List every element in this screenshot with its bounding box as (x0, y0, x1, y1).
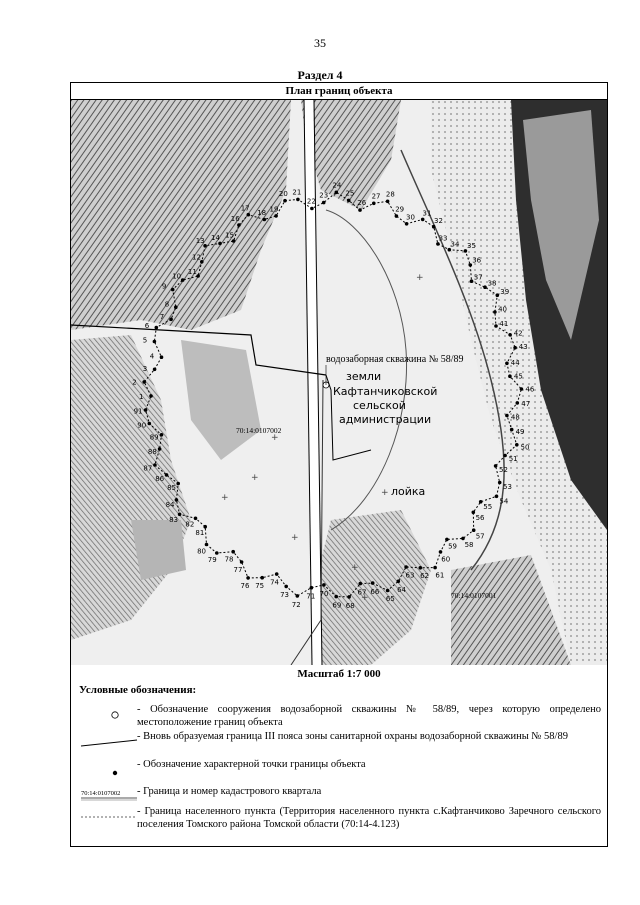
boundary-point-27 (372, 202, 376, 206)
boundary-point-label-68: 68 (345, 601, 355, 610)
legend-text-point: - Обозначение характерной точки границы объекта (137, 759, 366, 770)
boundary-point-52 (494, 464, 498, 468)
boundary-point-label-12: 12 (192, 253, 201, 262)
boundary-point-label-43: 43 (518, 342, 528, 351)
boundary-point-69 (334, 595, 338, 599)
boundary-point-45 (508, 374, 512, 378)
well-label: водозаборная скважина № 58/89 (326, 354, 464, 365)
boundary-point-label-5: 5 (142, 336, 148, 345)
boundary-point-label-14: 14 (211, 234, 220, 243)
boundary-point-31 (421, 218, 425, 222)
boundary-point-83 (178, 513, 182, 517)
boundary-point-6 (155, 326, 159, 330)
boundary-point-label-24: 24 (332, 181, 342, 190)
boundary-point-label-25: 25 (345, 189, 355, 198)
boundary-point-label-86: 86 (155, 475, 165, 484)
boundary-point-label-90: 90 (137, 421, 147, 430)
boundary-point-label-79: 79 (207, 556, 217, 565)
boundary-point-18 (263, 218, 267, 222)
boundary-point-label-48: 48 (510, 413, 520, 422)
boundary-point-label-82: 82 (185, 520, 195, 529)
boundary-plan-map (71, 100, 607, 665)
admin-label-line-1: земли (346, 370, 382, 383)
boundary-point-21 (296, 198, 300, 202)
boundary-point-87 (153, 463, 157, 467)
boundary-point-label-38: 38 (487, 279, 497, 288)
boundary-point-label-52: 52 (499, 465, 508, 474)
svg-text:+: + (291, 533, 299, 543)
boundary-point-label-73: 73 (280, 591, 290, 600)
boundary-point-20 (283, 199, 287, 203)
svg-text:+: + (221, 493, 229, 503)
svg-text:+: + (361, 593, 369, 603)
legend-title: Условные обозначения: (79, 684, 197, 696)
boundary-point-label-1: 1 (139, 393, 144, 401)
boundary-point-78 (231, 550, 235, 554)
boundary-point-66 (371, 581, 375, 585)
boundary-point-label-13: 13 (195, 236, 205, 245)
boundary-point-label-74: 74 (270, 578, 280, 587)
svg-text:+: + (416, 273, 424, 283)
boundary-point-label-49: 49 (515, 427, 525, 436)
boundary-point-label-76: 76 (240, 582, 250, 590)
document-frame (70, 82, 608, 847)
boundary-point-label-31: 31 (422, 209, 432, 218)
boundary-point-label-40: 40 (498, 305, 508, 314)
boundary-point-53 (498, 481, 502, 485)
boundary-point-label-77: 77 (233, 565, 243, 574)
boundary-point-label-17: 17 (240, 204, 250, 213)
boundary-point-76 (246, 576, 250, 580)
boundary-point-49 (510, 428, 514, 432)
boundary-point-label-29: 29 (395, 205, 405, 214)
svg-text:+: + (381, 488, 389, 498)
boundary-point-84 (175, 498, 179, 502)
boundary-point-44 (505, 362, 509, 366)
boundary-point-label-66: 66 (370, 587, 380, 596)
boundary-point-label-59: 59 (448, 542, 458, 551)
boundary-point-10 (181, 278, 185, 282)
boundary-point-label-78: 78 (224, 555, 234, 564)
boundary-point-label-16: 16 (230, 215, 240, 224)
boundary-point-label-70: 70 (319, 589, 329, 598)
boundary-point-55 (479, 500, 483, 504)
map-scale: Масштаб 1:7 000 (297, 668, 381, 680)
boundary-point-2 (142, 380, 146, 384)
boundary-point-23 (322, 201, 326, 205)
boundary-point-label-62: 62 (420, 571, 430, 580)
boundary-point-88 (158, 447, 162, 451)
boundary-point-22 (310, 207, 314, 211)
boundary-point-65 (386, 589, 390, 593)
boundary-point-42 (508, 333, 512, 337)
boundary-point-32 (432, 225, 436, 229)
boundary-point-79 (215, 551, 219, 555)
boundary-point-label-2: 2 (132, 378, 137, 387)
boundary-point-label-47: 47 (521, 400, 531, 409)
boundary-point-label-54: 54 (499, 497, 509, 506)
boundary-point-37 (470, 279, 474, 283)
boundary-point-3 (153, 368, 157, 372)
boundary-point-label-91: 91 (133, 407, 143, 416)
boundary-point-40 (493, 310, 497, 314)
table-header: План границ объекта (71, 83, 607, 100)
boundary-point-70 (322, 583, 326, 587)
boundary-point-label-55: 55 (483, 503, 493, 512)
boundary-point-8 (174, 305, 178, 309)
boundary-point-label-8: 8 (164, 300, 170, 309)
boundary-point-label-87: 87 (143, 464, 153, 473)
boundary-point-90 (148, 422, 152, 426)
boundary-point-label-3: 3 (142, 365, 148, 374)
boundary-point-label-33: 33 (438, 234, 448, 243)
boundary-point-30 (405, 222, 409, 226)
boundary-point-86 (165, 473, 169, 477)
boundary-point-label-71: 71 (306, 592, 316, 601)
circle-outline-icon (79, 707, 139, 723)
boundary-point-19 (274, 214, 278, 218)
boundary-point-56 (472, 511, 476, 515)
boundary-point-label-26: 26 (357, 199, 367, 208)
boundary-point-label-6: 6 (144, 321, 150, 330)
boundary-point-91 (144, 408, 148, 412)
boundary-point-label-58: 58 (464, 541, 474, 550)
boundary-point-label-23: 23 (319, 191, 329, 200)
boundary-point-77 (240, 560, 244, 564)
boundary-point-label-65: 65 (385, 595, 395, 604)
boundary-point-label-50: 50 (520, 443, 530, 452)
boundary-point-67 (359, 582, 363, 586)
boundary-point-33 (436, 242, 440, 246)
boundary-point-4 (160, 355, 164, 359)
boundary-point-label-9: 9 (161, 282, 167, 291)
boundary-point-1 (149, 394, 153, 398)
boundary-point-label-32: 32 (434, 216, 443, 225)
boundary-point-label-85: 85 (167, 484, 177, 493)
boundary-point-label-20: 20 (278, 189, 288, 198)
page-number: 35 (314, 36, 326, 50)
boundary-point-label-10: 10 (172, 272, 182, 281)
boundary-point-label-41: 41 (499, 320, 509, 328)
boundary-point-label-34: 34 (450, 240, 460, 249)
boundary-point-9 (171, 288, 175, 292)
cadastral-label-left: 70:14:0107002 (236, 426, 282, 435)
boundary-point-label-15: 15 (225, 231, 235, 240)
boundary-point-label-37: 37 (473, 273, 483, 282)
boundary-point-85 (176, 482, 180, 486)
boundary-point-68 (347, 595, 351, 599)
boundary-point-39 (496, 293, 500, 297)
boundary-point-label-89: 89 (149, 433, 159, 442)
lowland-label: лойка (391, 485, 426, 498)
boundary-point-11 (196, 274, 200, 278)
boundary-point-label-61: 61 (435, 571, 445, 580)
admin-label-line-2: Кафтанчиковской (333, 385, 438, 398)
boundary-point-25 (347, 199, 351, 203)
boundary-point-label-81: 81 (195, 529, 205, 538)
boundary-point-label-83: 83 (169, 516, 179, 524)
boundary-point-15 (232, 239, 236, 243)
boundary-point-label-11: 11 (187, 267, 197, 276)
boundary-point-label-27: 27 (371, 192, 381, 201)
boundary-point-43 (513, 346, 517, 350)
boundary-point-label-28: 28 (385, 190, 395, 199)
boundary-point-57 (472, 528, 476, 532)
boundary-point-62 (419, 566, 423, 570)
boundary-point-63 (404, 565, 408, 569)
boundary-point-75 (260, 576, 264, 580)
boundary-point-58 (461, 537, 465, 541)
boundary-point-label-88: 88 (147, 448, 157, 457)
boundary-point-61 (433, 566, 437, 570)
boundary-point-label-80: 80 (197, 547, 207, 556)
boundary-point-46 (520, 387, 524, 391)
legend-text-well: - Обозначение сооружения водозаборной скважины № 58/89, через которую определено местоположение границ объекта (137, 704, 601, 728)
boundary-point-label-84: 84 (165, 501, 175, 510)
boundary-point-label-69: 69 (332, 601, 342, 610)
admin-label-line-3: сельской (353, 399, 406, 412)
boundary-point-label-35: 35 (467, 242, 476, 251)
boundary-point-38 (483, 285, 487, 289)
boundary-point-label-56: 56 (475, 514, 485, 523)
boundary-point-label-21: 21 (292, 188, 302, 197)
boundary-point-54 (495, 495, 499, 499)
boundary-point-label-22: 22 (306, 197, 316, 206)
boundary-point-50 (515, 443, 519, 447)
boundary-point-label-18: 18 (257, 209, 267, 218)
solid-line-icon (79, 735, 139, 751)
boundary-point-label-75: 75 (255, 582, 265, 591)
boundary-point-label-7: 7 (159, 313, 165, 322)
boundary-point-label-36: 36 (472, 256, 482, 265)
boundary-point-label-63: 63 (405, 571, 415, 580)
boundary-point-label-30: 30 (406, 213, 415, 222)
dashed-line-icon (79, 809, 139, 825)
svg-text:+: + (251, 473, 259, 483)
cadastral-boundary-icon (79, 785, 139, 801)
boundary-point-16 (237, 223, 241, 227)
boundary-point-80 (205, 543, 209, 547)
boundary-point-label-42: 42 (513, 329, 523, 338)
boundary-point-17 (247, 213, 251, 217)
admin-label-line-4: администрации (339, 413, 432, 426)
boundary-point-59 (445, 538, 449, 542)
boundary-point-60 (439, 550, 443, 554)
legend-text-new-boundary: - Вновь образуемая граница III пояса зоны санитарной охраны водозаборной скважины № 58/89 (137, 731, 568, 742)
boundary-point-label-53: 53 (503, 482, 512, 491)
boundary-point-81 (203, 525, 207, 529)
boundary-point-28 (386, 200, 390, 204)
boundary-point-label-51: 51 (508, 454, 518, 463)
boundary-point-89 (160, 433, 164, 437)
boundary-point-41 (494, 324, 498, 328)
boundary-point-label-60: 60 (441, 555, 451, 564)
section-title: Раздел 4 (297, 68, 343, 82)
boundary-point-24 (335, 191, 339, 195)
boundary-point-26 (358, 208, 362, 212)
boundary-point-29 (395, 214, 399, 218)
boundary-point-label-72: 72 (291, 600, 301, 609)
boundary-point-label-46: 46 (525, 385, 535, 394)
boundary-point-7 (169, 318, 173, 322)
boundary-point-74 (275, 572, 279, 576)
boundary-point-72 (296, 594, 300, 598)
boundary-point-label-19: 19 (269, 205, 279, 214)
boundary-point-73 (284, 585, 288, 589)
legend-text-settlement: - Граница населенного пункта (Территория населенного пункта с.Кафтанчиково Заречного сельского поселения Томского района Томской области (70:14-4.123) (137, 806, 601, 830)
svg-text:+: + (271, 433, 279, 443)
boundary-point-label-44: 44 (510, 359, 520, 367)
boundary-point-label-67: 67 (357, 588, 367, 597)
boundary-point-48 (505, 414, 509, 418)
boundary-point-47 (516, 401, 520, 405)
boundary-point-label-57: 57 (475, 532, 485, 541)
boundary-point-label-64: 64 (397, 585, 407, 594)
boundary-point-icon (79, 764, 139, 780)
boundary-point-label-45: 45 (513, 372, 523, 381)
legend-text-cadastral: - Граница и номер кадастрового квартала (137, 786, 322, 797)
boundary-point-64 (397, 580, 401, 584)
cadastral-label-right: 70:14:0107001 (451, 591, 497, 600)
cadastral-legend-label: 70:14:0107002 (81, 790, 121, 797)
boundary-point-71 (310, 586, 314, 590)
boundary-point-label-39: 39 (500, 288, 510, 297)
boundary-point-label-4: 4 (149, 352, 155, 361)
boundary-point-51 (503, 454, 507, 458)
boundary-point-5 (153, 340, 157, 344)
svg-text:+: + (351, 563, 359, 573)
